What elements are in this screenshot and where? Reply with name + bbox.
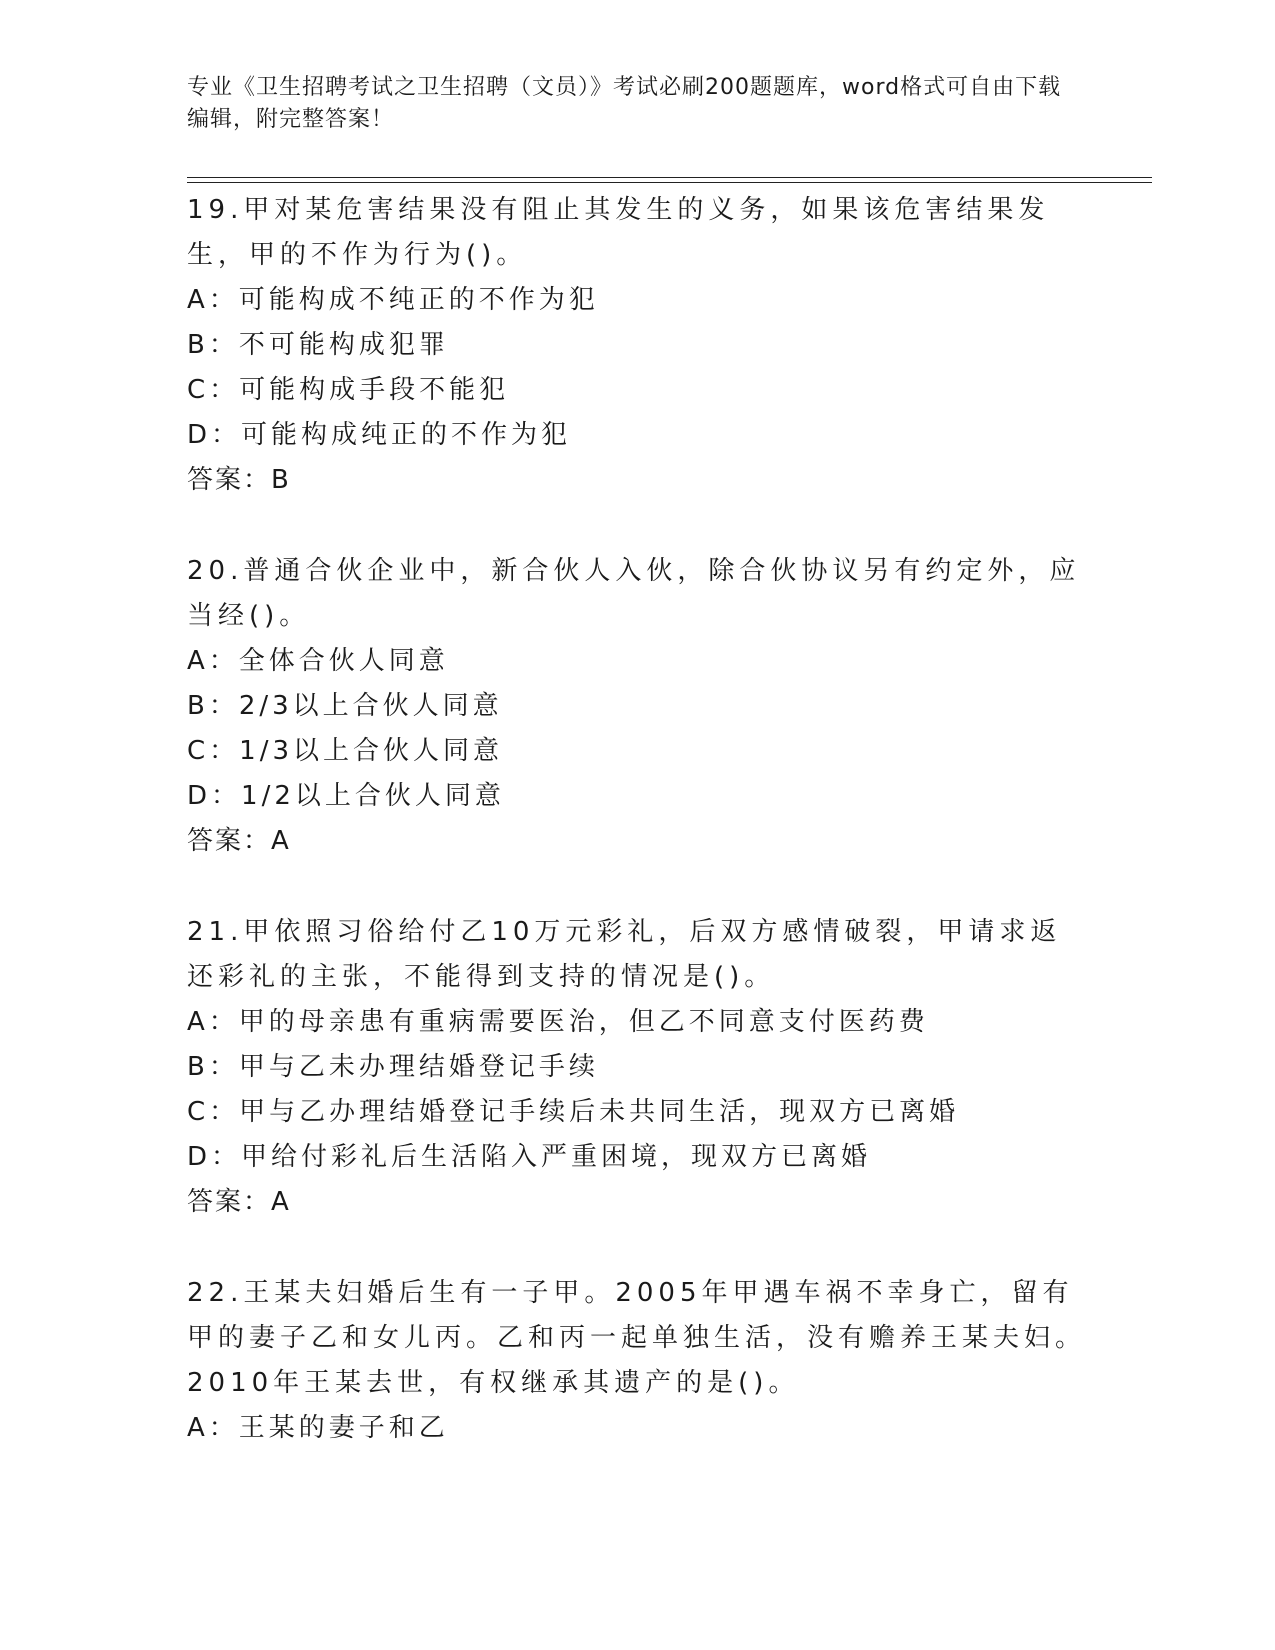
option-b: B：2/3以上合伙人同意: [187, 691, 503, 721]
question-22: [187, 1271, 1087, 1451]
option-a: A：可能构成不纯正的不作为犯: [187, 285, 599, 315]
question-20: [187, 549, 1087, 864]
question-stem: 22.王某夫妇婚后生有一子甲。2005年甲遇车祸不幸身亡，留有甲的妻子乙和女儿丙。乙和丙一起单独生活，没有赡养王某夫妇。2010年王某去世，有权继承其遗产的是()。: [187, 1278, 1087, 1398]
question-21: [187, 910, 1087, 1225]
option-c: C：可能构成手段不能犯: [187, 375, 510, 405]
answer-line: 答案：B: [187, 465, 291, 495]
question-stem: 21.甲依照习俗给付乙10万元彩礼，后双方感情破裂，甲请求返还彩礼的主张，不能得到支持的情况是()。: [187, 917, 1062, 992]
option-a: A：王某的妻子和乙: [187, 1413, 449, 1443]
document-header: 专业《卫生招聘考试之卫生招聘（文员）》考试必刷200题题库，word格式可自由下载编辑，附完整答案！: [187, 75, 1062, 132]
option-d: D：甲给付彩礼后生活陷入严重困境，现双方已离婚: [187, 1142, 872, 1172]
question-list: [187, 188, 1087, 1497]
answer-line: 答案：A: [187, 826, 291, 856]
header-divider-bottom: [187, 182, 1152, 183]
option-b: B：甲与乙未办理结婚登记手续: [187, 1052, 599, 1082]
option-a: A：甲的母亲患有重病需要医治，但乙不同意支付医药费: [187, 1007, 929, 1037]
question-stem: 19.甲对某危害结果没有阻止其发生的义务，如果该危害结果发生，甲的不作为行为()。: [187, 195, 1050, 270]
header-divider-top: [187, 177, 1152, 178]
question-19: [187, 188, 1087, 503]
question-stem: 20.普通合伙企业中，新合伙人入伙，除合伙协议另有约定外，应当经()。: [187, 556, 1081, 631]
answer-line: 答案：A: [187, 1187, 291, 1217]
option-d: D：1/2以上合伙人同意: [187, 781, 505, 811]
option-c: C：甲与乙办理结婚登记手续后未共同生活，现双方已离婚: [187, 1097, 960, 1127]
option-c: C：1/3以上合伙人同意: [187, 736, 503, 766]
option-b: B：不可能构成犯罪: [187, 330, 449, 360]
option-a: A：全体合伙人同意: [187, 646, 449, 676]
option-d: D：可能构成纯正的不作为犯: [187, 420, 572, 450]
